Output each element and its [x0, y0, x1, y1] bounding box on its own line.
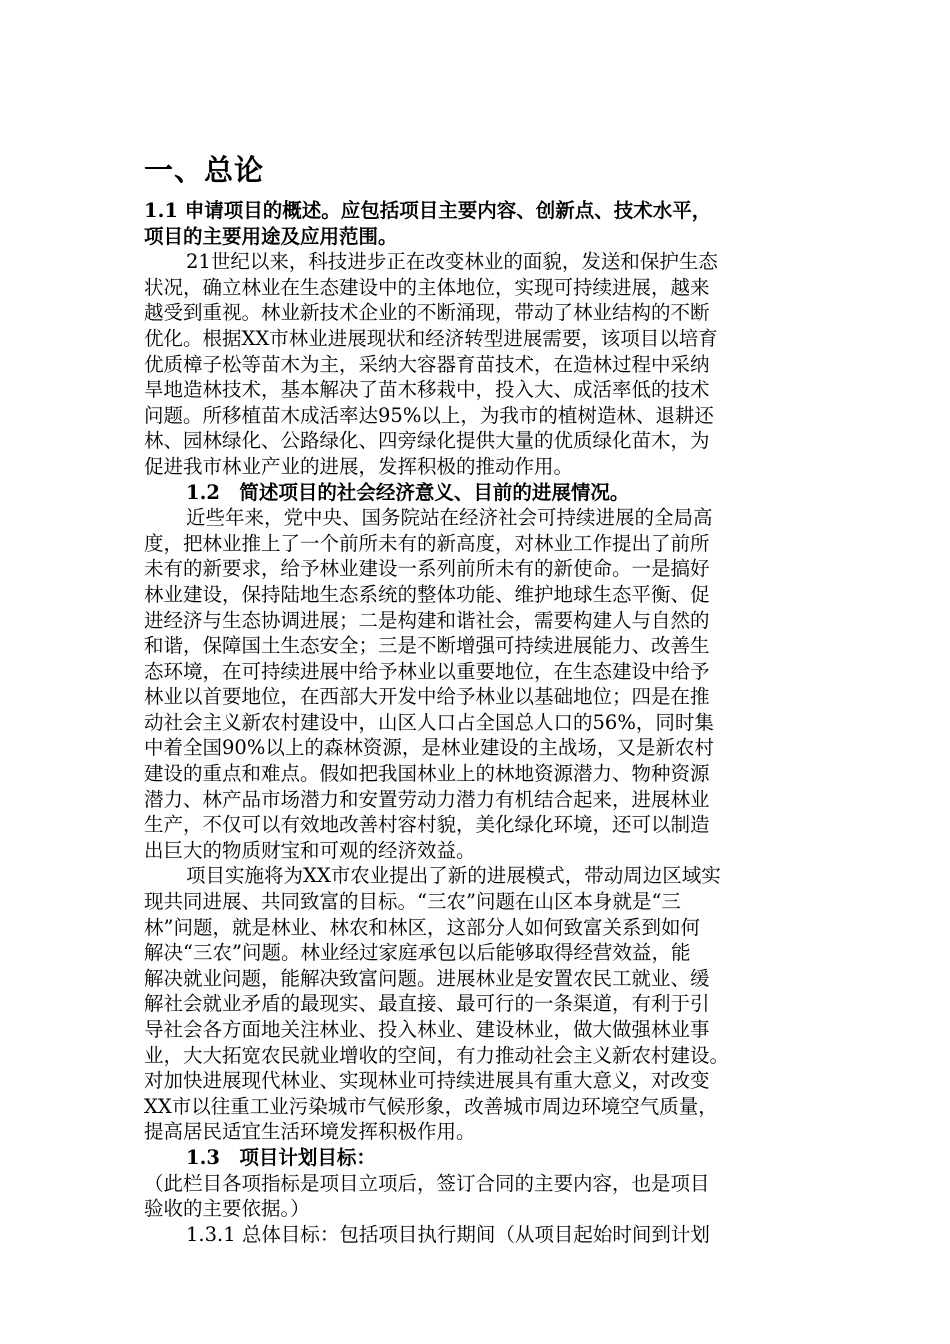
- paragraph-line: 验收的主要依据。）: [144, 1197, 310, 1221]
- subheading-line: 1.1 申请项目的概述。应包括项目主要内容、创新点、技术水平，: [144, 199, 712, 222]
- paragraph-line: 解社会就业矛盾的最现实、最直接、最可行的一条渠道，有利于引: [144, 992, 710, 1016]
- paragraph-line: 动社会主义新农村建设中，山区人口占全国总人口的56%，同时集: [144, 710, 714, 734]
- paragraph-line: 优化。根据XX市林业进展现状和经济转型进展需要，该项目以培育: [144, 326, 718, 350]
- paragraph-line: 促进我市林业产业的进展，发挥积极的推动作用。: [144, 454, 574, 478]
- paragraph-line: 越受到重视。林业新技术企业的不断涌现，带动了林业结构的不断: [144, 301, 710, 325]
- paragraph-line: 对加快进展现代林业、实现林业可持续进展具有重大意义，对改变: [144, 1069, 710, 1093]
- paragraph-line: 未有的新要求，给予林业建设一系列前所未有的新使命。一是搞好: [144, 557, 710, 581]
- paragraph-line: 项目实施将为XX市农业提出了新的进展模式，带动周边区域实: [186, 864, 721, 888]
- paragraph-line: 出巨大的物质财宝和可观的经济效益。: [144, 838, 476, 862]
- paragraph-line: 现共同进展、共同致富的目标。“三农”问题在山区本身就是“三: [144, 890, 681, 914]
- paragraph-line: 进经济与生态协调进展；二是构建和谐社会，需要构建人与自然的: [144, 608, 710, 632]
- paragraph-line: 21世纪以来，科技进步正在改变林业的面貌，发送和保护生态: [186, 250, 718, 274]
- subheading-line: 项目的主要用途及应用范围。: [144, 224, 398, 248]
- document-body: [144, 198, 834, 1247]
- paragraph-line: 业，大大拓宽农民就业增收的空间，有力推动社会主义新农村建设。: [144, 1043, 730, 1067]
- paragraph-line: 提高居民适宜生活环境发挥积极作用。: [144, 1120, 476, 1144]
- paragraph-line: 林业以首要地位，在西部大开发中给予林业以基础地位；四是在推: [144, 685, 710, 709]
- paragraph-line: 1.3.1 总体目标：包括项目执行期间（从项目起始时间到计划: [186, 1222, 710, 1246]
- subheading-line: 1.2 简述项目的社会经济意义、目前的进展情况。: [186, 480, 630, 504]
- paragraph-line: XX市以往重工业污染城市气候形象，改善城市周边环境空气质量，: [144, 1094, 718, 1118]
- paragraph-line: （此栏目各项指标是项目立项后，签订合同的主要内容，也是项目: [144, 1171, 710, 1195]
- paragraph-line: 状况，确立林业在生态建设中的主体地位，实现可持续进展，越来: [144, 275, 710, 299]
- paragraph-line: 优质樟子松等苗木为主，采纳大容器育苗技术，在造林过程中采纳: [144, 352, 710, 376]
- paragraph-line: 解决“三农”问题。林业经过家庭承包以后能够取得经营效益，能: [144, 941, 691, 965]
- paragraph-line: 生产，不仅可以有效地改善村容村貌，美化绿化环境，还可以制造: [144, 813, 710, 837]
- paragraph-line: 林业建设，保持陆地生态系统的整体功能、维护地球生态平衡、促: [144, 582, 710, 606]
- section-heading: 一、总论: [144, 153, 265, 187]
- paragraph-line: 和谐，保障国土生态安全；三是不断增强可持续进展能力、改善生: [144, 634, 710, 658]
- paragraph-line: 旱地造林技术，基本解决了苗木移栽中，投入大、成活率低的技术: [144, 378, 710, 402]
- paragraph-line: 潜力、林产品市场潜力和安置劳动力潜力有机结合起来，进展林业: [144, 787, 710, 811]
- paragraph-line: 度，把林业推上了一个前所未有的新高度，对林业工作提出了前所: [144, 531, 710, 555]
- paragraph-line: 解决就业问题，能解决致富问题。进展林业是安置农民工就业、缓: [144, 966, 710, 990]
- paragraph-line: 林”问题，就是林业、林农和林区，这部分人如何致富关系到如何: [144, 915, 700, 939]
- paragraph-line: 问题。所移植苗木成活率达95%以上，为我市的植树造林、退耕还: [144, 403, 714, 427]
- subheading-line: 1.3 项目计划目标：: [186, 1145, 376, 1169]
- paragraph-line: 导社会各方面地关注林业、投入林业、建设林业，做大做强林业事: [144, 1018, 710, 1041]
- paragraph-line: 近些年来，党中央、国务院站在经济社会可持续进展的全局高: [186, 506, 713, 530]
- paragraph-line: 中着全国90%以上的森林资源，是林业建设的主战场，又是新农村: [144, 736, 714, 760]
- paragraph-line: 态环境，在可持续进展中给予林业以重要地位，在生态建设中给予: [144, 659, 710, 683]
- paragraph-line: 林、园林绿化、公路绿化、四旁绿化提供大量的优质绿化苗木，为: [144, 429, 710, 453]
- paragraph-line: 建设的重点和难点。假如把我国林业上的林地资源潜力、物种资源: [144, 762, 710, 786]
